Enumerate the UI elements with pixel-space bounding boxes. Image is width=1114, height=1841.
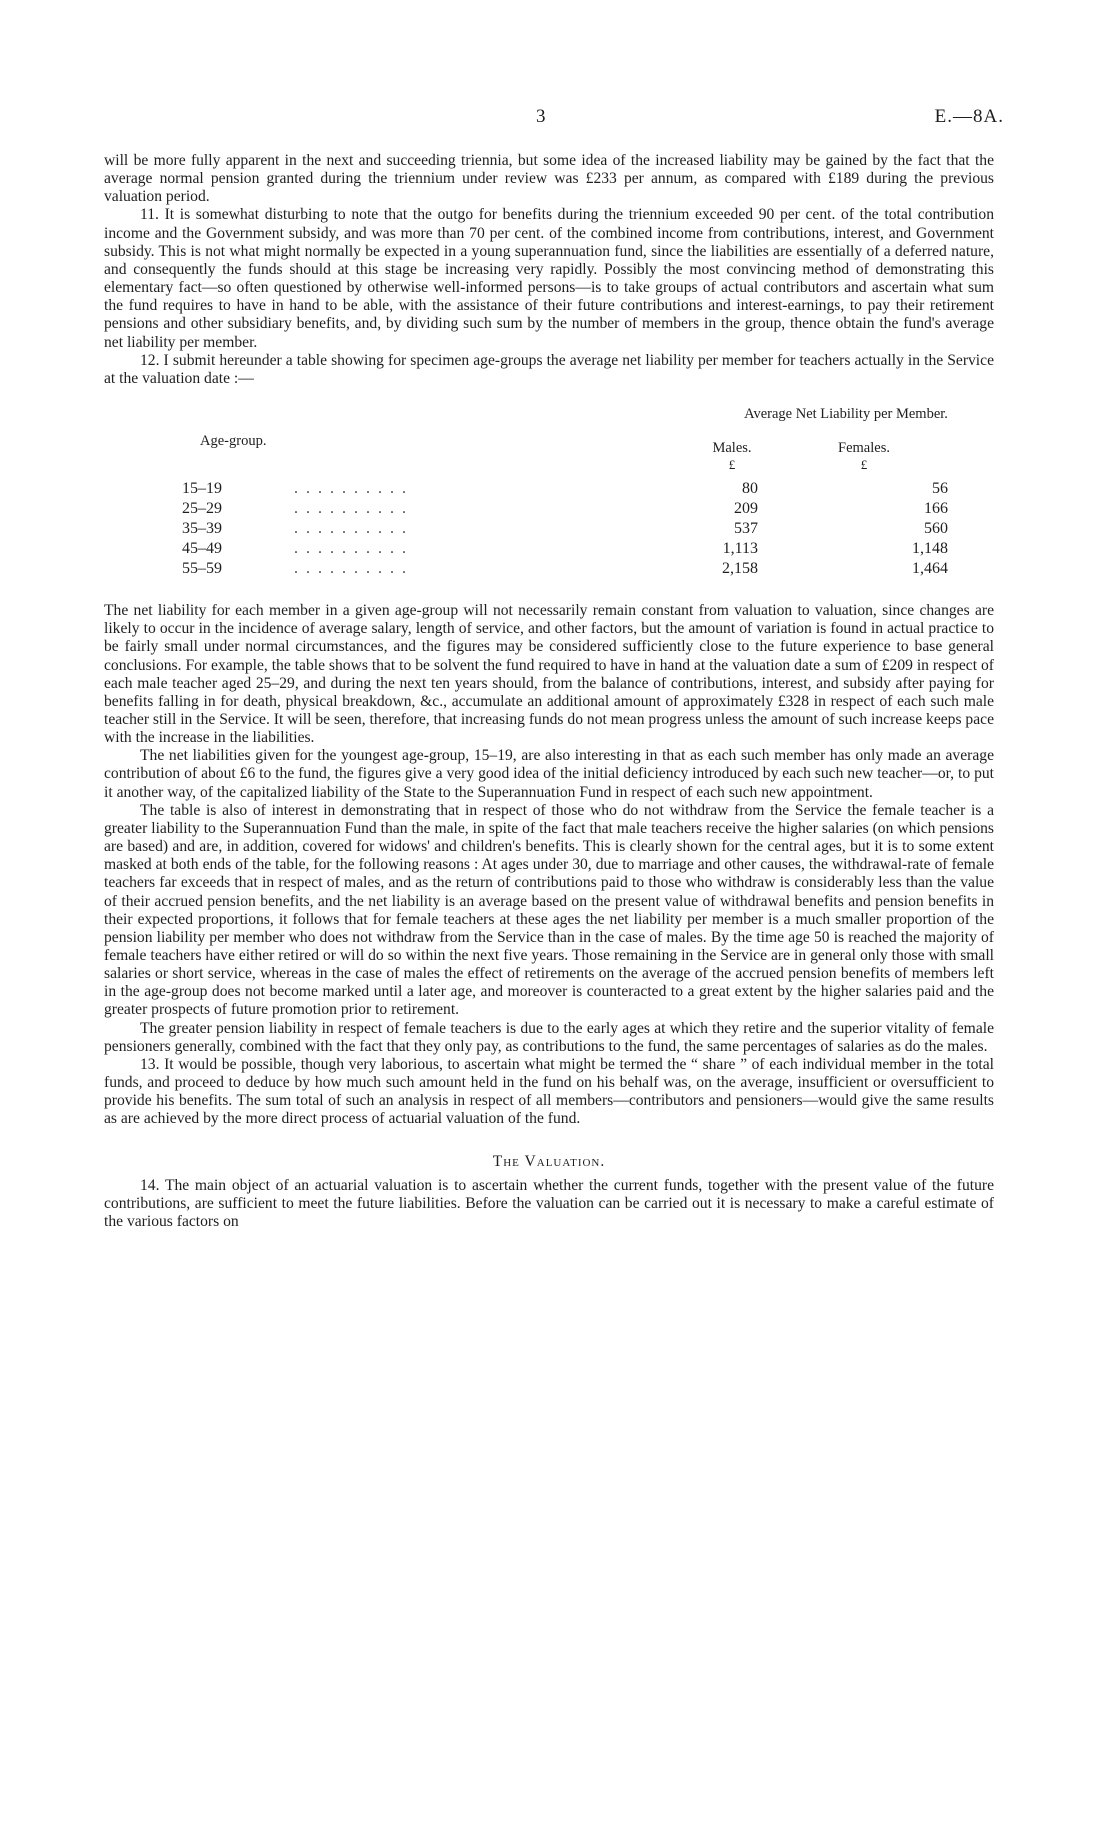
leader-dots: . . . . . . . . . . — [294, 500, 408, 518]
page-reference: E.—8A. — [934, 106, 1004, 127]
page-number: 3 — [536, 106, 546, 127]
cell-males: 209 — [734, 500, 758, 518]
paragraph-14: 14. The main object of an actuarial valuation is to ascertain whether the current funds, together with the present value of the future contributions, are sufficient to meet the future liabilities. Before the valuation can be carried out it is necessary to make a careful estimate of the various factors on — [104, 1176, 994, 1231]
table-row — [104, 480, 994, 500]
table-row — [104, 540, 994, 560]
liability-table — [104, 406, 994, 602]
cell-age: 55–59 — [182, 560, 222, 578]
col-header-females: Females. — [838, 440, 890, 457]
cell-age: 25–29 — [182, 500, 222, 518]
cell-males: 2,158 — [722, 560, 758, 578]
paragraph: The greater pension liability in respect of female teachers is due to the early ages at which they retire and the superior vitality of female pensioners generally, combined with the fact that they only pay, as contributions to the fund, the same percentages of salaries as do the males. — [104, 1019, 994, 1055]
cell-females: 1,148 — [912, 540, 948, 558]
leader-dots: . . . . . . . . . . — [294, 560, 408, 578]
col-header-age-group: Age-group. — [200, 433, 267, 450]
table-title: Average Net Liability per Member. — [744, 406, 948, 423]
leader-dots: . . . . . . . . . . — [294, 480, 408, 498]
unit-males: £ — [728, 457, 736, 473]
cell-females: 56 — [932, 480, 948, 498]
page-header — [0, 106, 1114, 132]
paragraph: The net liability for each member in a given age-group will not necessarily remain constant from valuation to valuation, since changes are likely to occur in the incidence of average salary, length of service, and other factors, but the amount of variation is found in actual practice to be fairly small under normal circumstances, and the figures may be considered sufficiently close to the future experience to base general conclusions. For example, the table shows that to be solvent the fund required to have in hand at the valuation date a sum of £209 in respect of each male teacher aged 25–29, and during the next ten years should, from the balance of contributions, interest, and subsidy after paying for benefits falling in for death, physical breakdown, &c., accumulate an additional amount of approximately £328 in respect of each such male teacher still in the Service. It will be seen, therefore, that increasing funds do not mean progress unless the amount of such increase keeps pace with the increase in the liabilities. — [104, 602, 994, 747]
paragraph-11: 11. It is somewhat disturbing to note that the outgo for benefits during the triennium exceeded 90 per cent. of the total contribution income and the Government subsidy, and was more than 70 per cent. of the combined income from contributions, interest, and Government subsidy. This is not what might normally be expected in a young superannuation fund, since the liabilities are essentially of a deferred nature, and consequently the funds should at this stage be increasing very rapidly. Possibly the most convincing method of demonstrating this elementary fact—so often questioned by otherwise well-informed persons—is to take groups of actual contributors and ascertain what sum the fund requires to have in hand to be able, with the assistance of their future contributions and interest-earnings, to pay their retirement pensions and other subsidiary benefits, and, by dividing such sum by the number of members in the group, thence obtain the fund's average net liability per member. — [104, 206, 994, 351]
table-row — [104, 560, 994, 580]
paragraph-12: 12. I submit hereunder a table showing for specimen age-groups the average net liability per member for teachers actually in the Service at the valuation date :— — [104, 351, 994, 387]
cell-age: 15–19 — [182, 480, 222, 498]
unit-females: £ — [860, 457, 868, 473]
cell-age: 35–39 — [182, 520, 222, 538]
cell-males: 1,113 — [722, 540, 758, 558]
cell-males: 80 — [742, 480, 758, 498]
leader-dots: . . . . . . . . . . — [294, 540, 408, 558]
cell-females: 560 — [924, 520, 948, 538]
cell-females: 166 — [924, 500, 948, 518]
leader-dots: . . . . . . . . . . — [294, 520, 408, 538]
paragraph: The table is also of interest in demonstrating that in respect of those who do not withdraw from the Service the female teacher is a greater liability to the Superannuation Fund than the male, in spite of the fact that male teachers receive the higher salaries (on which pensions are based) and are, in addition, covered for widows' and children's benefits. This is clearly shown for the central ages, but it is to some extent masked at both ends of the table, for the following reasons : At ages under 30, due to marriage and other causes, the withdrawal-rate of female teachers far exceeds that in respect of males, and as the return of contributions paid to those who withdraw is considerably less than the value of their accrued pension benefits, and the net liability is an average based on the present value of withdrawal benefits and pension benefits in their expected proportions, it follows that for female teachers at these ages the net liability per member is a much smaller proportion of the pension liability per member who does not withdraw from the Service than in the case of males. By the time age 50 is reached the majority of female teachers have either retired or will do so within the next five years. Those remaining in the Service are in general only those with small salaries or short service, whereas in the case of males the effect of retirements on the average of the accrued pension benefits of members left in the age-group does not become marked until a later age, and moreover is counteracted to a great extent by the higher salaries paid and the greater prospects of future promotion prior to retirement. — [104, 801, 994, 1019]
paragraph: The net liabilities given for the youngest age-group, 15–19, are also interesting in that as each such member has only made an average contribution of about £6 to the fund, the figures give a very good idea of the initial deficiency introduced by each such new teacher—or, to put it another way, of the capitalized liability of the State to the Superannuation Fund in respect of each such new appointment. — [104, 747, 994, 801]
table-row — [104, 520, 994, 540]
paragraph-13: 13. It would be possible, though very laborious, to ascertain what might be termed the “ share ” of each individual member in the total funds, and proceed to deduce by how much such amount held in the fund on his behalf was, on the average, insufficient or oversufficient to provide his benefits. The sum total of such an analysis in respect of all members—contributors and pensioners—would give the same results as are achieved by the more direct process of actuarial valuation of the fund. — [104, 1055, 994, 1128]
section-heading: The Valuation. — [492, 1152, 606, 1170]
cell-males: 537 — [734, 520, 758, 538]
paragraph: will be more fully apparent in the next and succeeding triennia, but some idea of the increased liability may be gained by the fact that the average normal pension granted during the triennium under review was £233 per annum, as compared with £189 during the previous valuation period. — [104, 152, 994, 206]
cell-females: 1,464 — [912, 560, 948, 578]
cell-age: 45–49 — [182, 540, 222, 558]
table-row — [104, 500, 994, 520]
col-header-males: Males. — [712, 440, 752, 457]
body-text — [104, 152, 994, 1231]
